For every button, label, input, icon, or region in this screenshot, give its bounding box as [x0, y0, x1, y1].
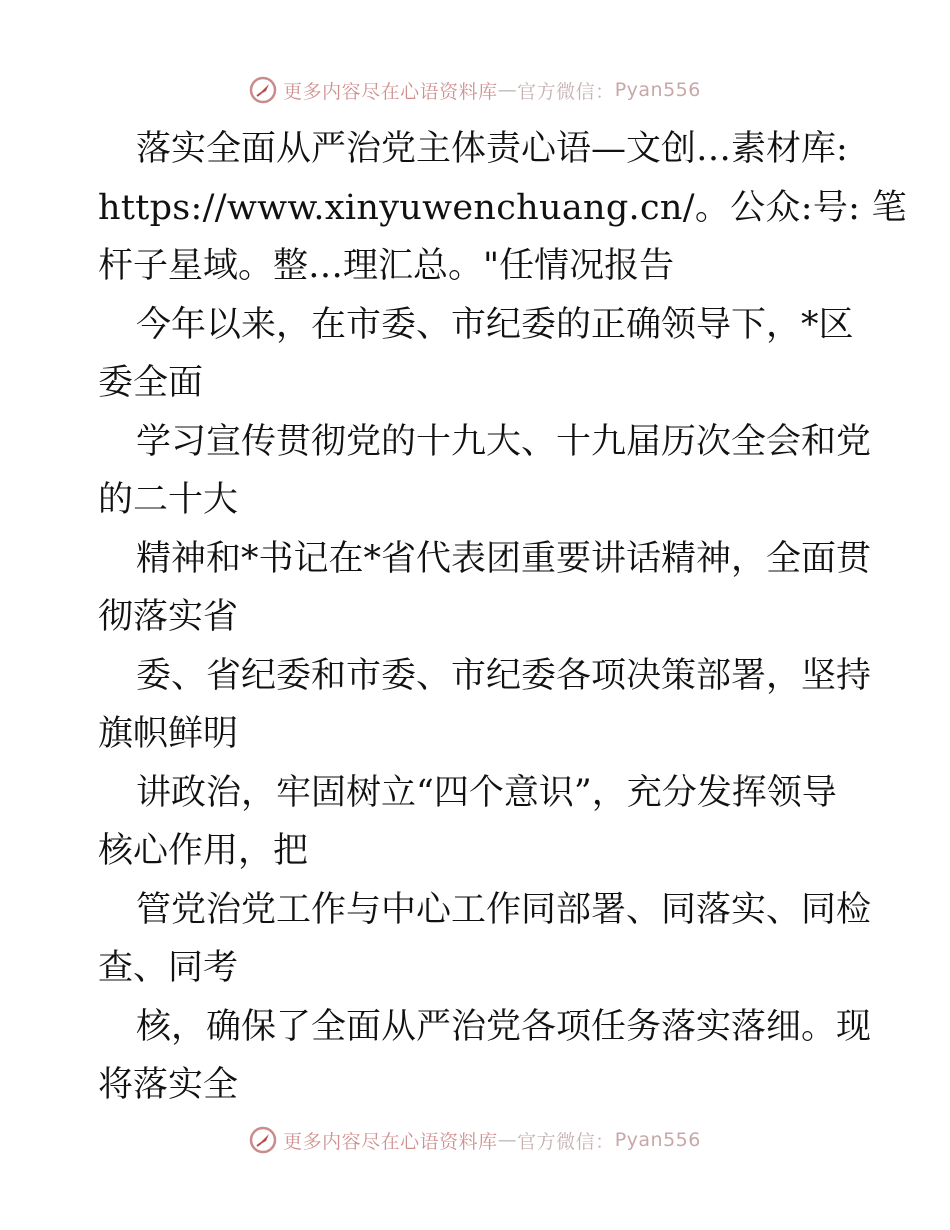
document-line: 杆子星域。整…理汇总。"任情况报告 [98, 246, 675, 286]
document-line: 委、省纪委和市委、市纪委各项决策部署，坚持 [136, 655, 872, 696]
watermark-separator: — [497, 1129, 518, 1151]
document-line: 核心作用，把 [98, 831, 309, 871]
watermark-wechat-label: 官方微信： [517, 1130, 615, 1153]
document-line: 彻落实省 [98, 597, 239, 637]
document-line: 将落实全 [98, 1065, 239, 1105]
feather-pen-logo-icon [249, 76, 277, 104]
header-watermark [0, 70, 950, 110]
watermark-main-text: 更多内容尽在心语资料库 [283, 80, 498, 103]
watermark-main-text: 更多内容尽在心语资料库 [283, 1130, 498, 1153]
document-line: 精神和*书记在*省代表团重要讲话精神，全面贯 [136, 538, 872, 579]
document-line: 委全面 [98, 363, 204, 403]
watermark-separator: — [497, 79, 518, 101]
watermark-wechat-label: 官方微信： [517, 80, 615, 103]
document-line: 的二十大 [98, 480, 239, 520]
document-line: 旗帜鲜明 [98, 714, 239, 754]
document-line: 落实全面从严治党主体责心语—文创…素材库: [136, 129, 848, 169]
footer-watermark [0, 1120, 950, 1160]
watermark-wechat-id: Pyan556 [614, 1129, 701, 1151]
document-line: 查、同考 [98, 948, 239, 988]
document-line: 讲政治，牢固树立“四个意识”，充分发挥领导 [136, 772, 837, 813]
document-line: 学习宣传贯彻党的十九大、十九届历次全会和党 [136, 421, 872, 462]
watermark-wechat-id: Pyan556 [614, 79, 701, 101]
document-line: 今年以来，在市委、市纪委的正确领导下，*区 [136, 304, 854, 345]
document-line: 管党治党工作与中心工作同部署、同落实、同检 [136, 889, 872, 930]
document-body [98, 120, 907, 1115]
feather-pen-logo-icon [249, 1126, 277, 1154]
document-line: https://www.xinyuwenchuang.cn/。公众:号: 笔 [98, 187, 907, 228]
document-line: 核，确保了全面从严治党各项任务落实落细。现 [136, 1006, 872, 1047]
